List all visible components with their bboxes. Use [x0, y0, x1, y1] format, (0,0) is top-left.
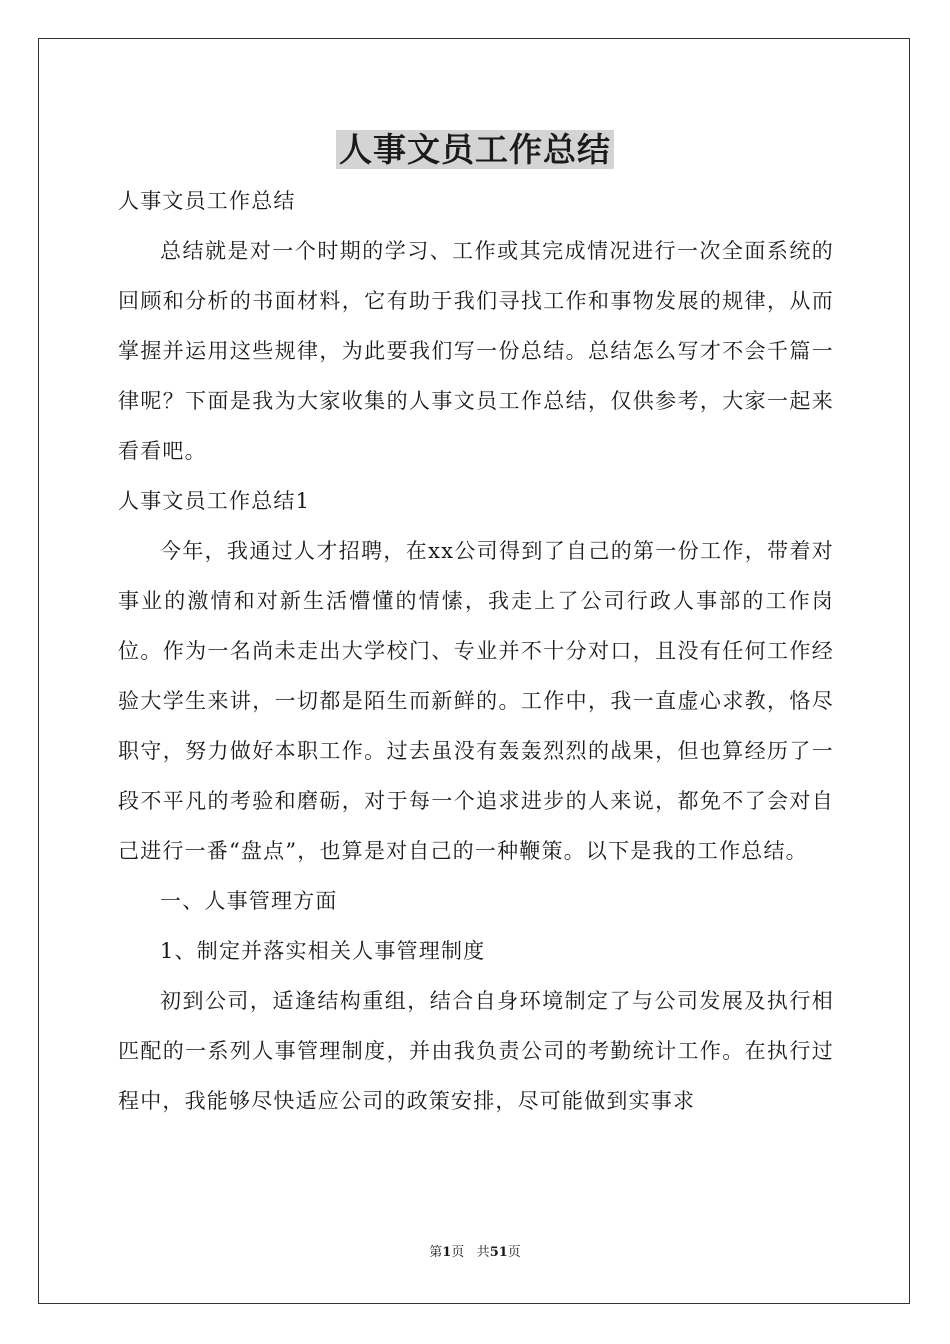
total-unit: 页	[507, 1245, 521, 1260]
document-title-text: 人事文员工作总结	[336, 130, 614, 169]
total-page-count: 51	[489, 1245, 508, 1260]
subsection-heading: 一、人事管理方面	[160, 889, 338, 913]
page-footer	[0, 1243, 950, 1263]
section-heading: 人事文员工作总结1	[118, 489, 311, 513]
paragraph-body: 今年，我通过人才招聘，在xx公司得到了自己的第一份工作，带着对事业的激情和对新生活懵懂的情愫，我走上了公司行政人事部的工作岗位。作为一名尚未走出大学校门、专业并不十分对口，且没有任何工作经验大学生来讲，一切都是陌生而新鲜的。工作中，我一直虚心求教，恪尽职守，努力做好本职工作。过去虽没有轰轰烈烈的战果，但也算经历了一段不平凡的考验和磨砺，对于每一个追求进步的人来说，都免不了会对自己进行一番“盘点”，也算是对自己的一种鞭策。以下是我的工作总结。	[118, 539, 834, 863]
paragraph-intro: 总结就是对一个时期的学习、工作或其完成情况进行一次全面系统的回顾和分析的书面材料，它有助于我们寻找工作和事物发展的规律，从而掌握并运用这些规律，为此要我们写一份总结。总结怎么写才不会千篇一律呢？下面是我为大家收集的人事文员工作总结，仅供参考，大家一起来看看吧。	[118, 239, 834, 463]
current-page-number: 1	[442, 1245, 452, 1260]
page-prefix: 第	[429, 1245, 443, 1260]
item-heading: 1、制定并落实相关人事管理制度	[160, 939, 486, 963]
page-unit: 页	[451, 1245, 465, 1260]
paragraph-body: 初到公司，适逢结构重组，结合自身环境制定了与公司发展及执行相匹配的一系列人事管理制度，并由我负责公司的考勤统计工作。在执行过程中，我能够尽快适应公司的政策安排，尽可能做到实事求	[118, 989, 834, 1113]
paragraph-heading: 人事文员工作总结	[118, 189, 296, 213]
document-body	[118, 176, 834, 1126]
total-prefix: 共	[476, 1245, 490, 1260]
document-title	[0, 128, 950, 172]
